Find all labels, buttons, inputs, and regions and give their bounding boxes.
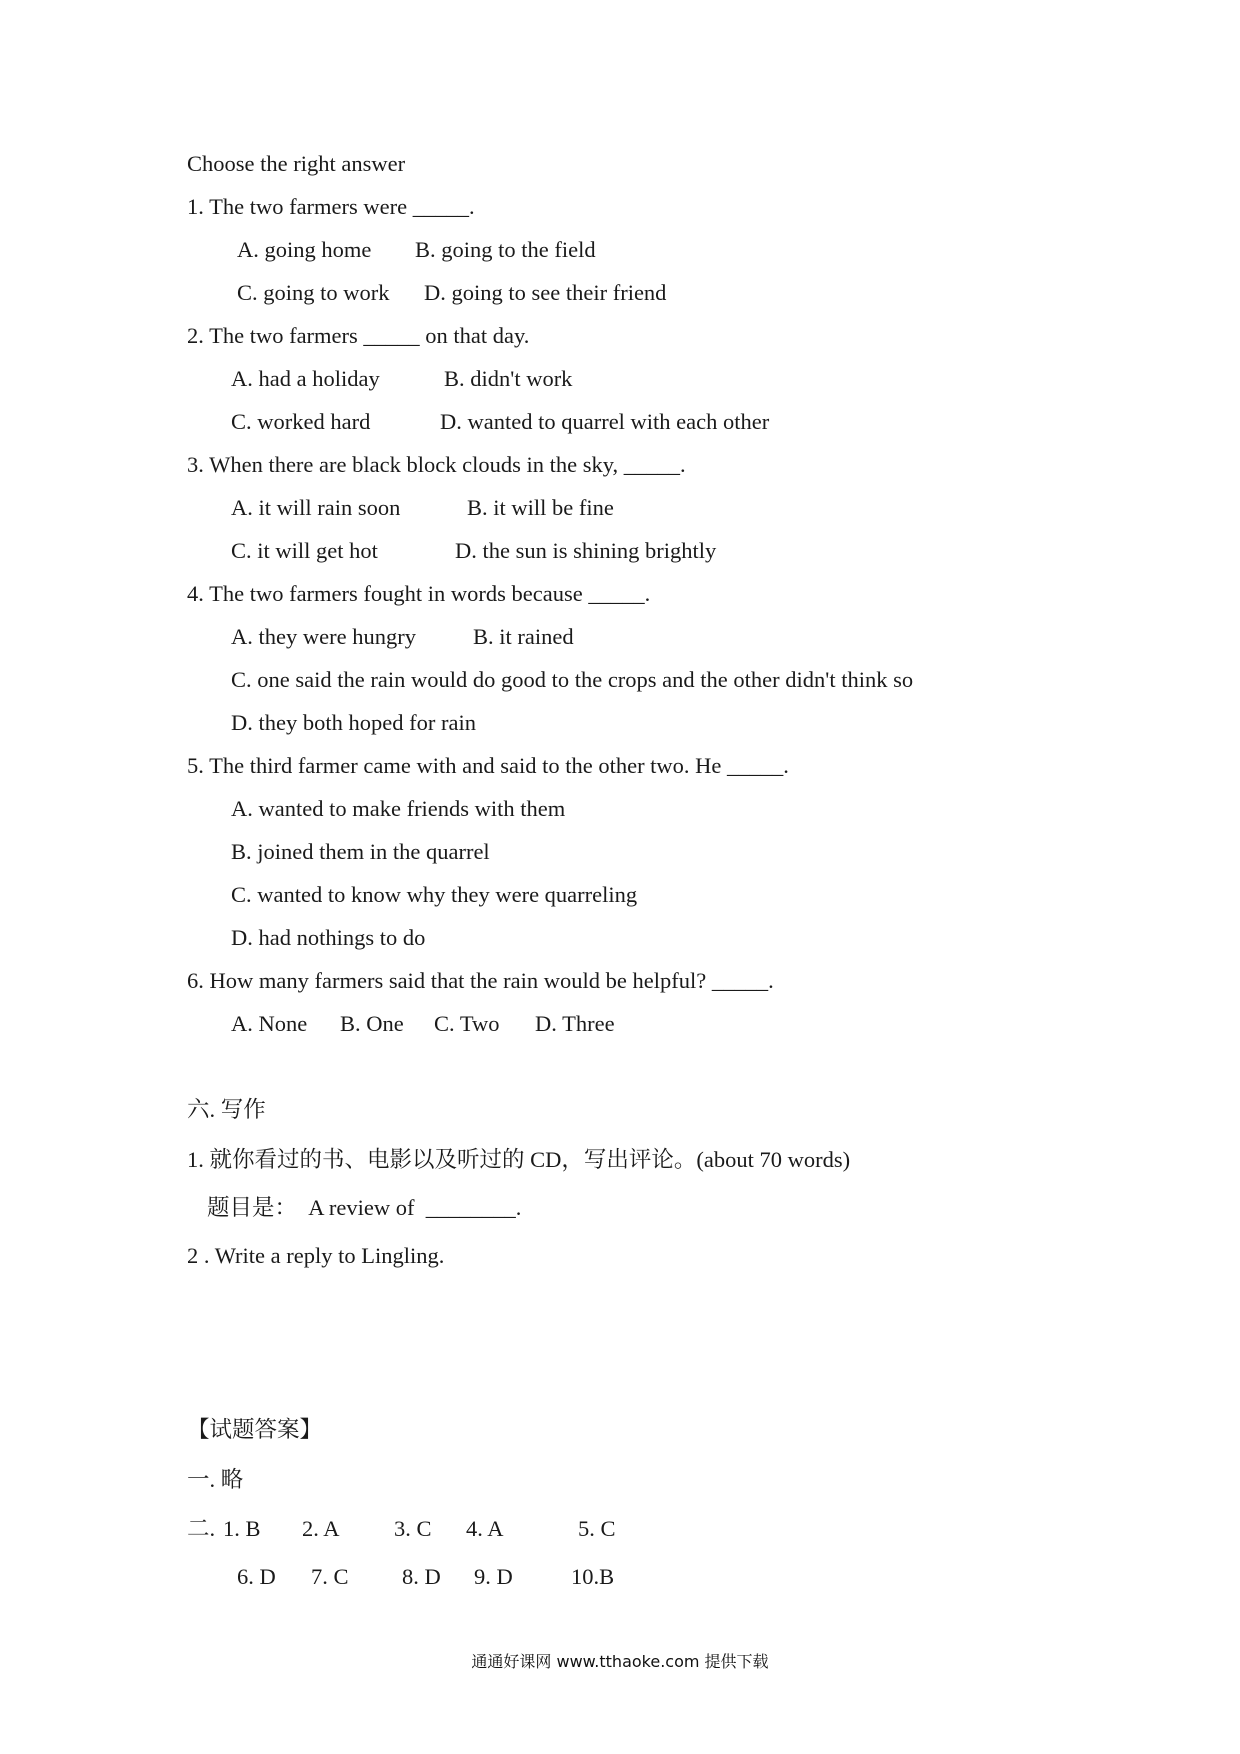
option-c: C. Two bbox=[434, 1011, 500, 1036]
page-footer: 通通好课网 www.tthaoke.com 提供下载 bbox=[471, 1652, 769, 1671]
answers-part-2-label: 二. bbox=[187, 1516, 216, 1541]
answer-item: 1. B bbox=[223, 1516, 261, 1541]
option-a: A. it will rain soon bbox=[231, 495, 401, 520]
question-2-options-row-1 bbox=[231, 364, 572, 394]
answers-part-2-row-1 bbox=[223, 1514, 616, 1544]
option-d: D. the sun is shining brightly bbox=[455, 538, 717, 563]
answer-item: 4. A bbox=[466, 1516, 504, 1541]
answer-item: 8. D bbox=[402, 1564, 441, 1589]
writing-heading: 六. 写作 bbox=[187, 1097, 266, 1122]
option-b: B. it will be fine bbox=[467, 495, 614, 520]
question-1-stem: 1. The two farmers were _____. bbox=[187, 194, 475, 219]
option-b: B. it rained bbox=[473, 624, 574, 649]
answer-item: 6. D bbox=[237, 1564, 276, 1589]
question-4-option-d: D. they both hoped for rain bbox=[231, 710, 476, 735]
question-5-option-c: C. wanted to know why they were quarreling bbox=[231, 882, 638, 907]
answers-part-1: 一. 略 bbox=[187, 1467, 244, 1492]
question-3-stem: 3. When there are black block clouds in the sky, _____. bbox=[187, 452, 686, 477]
answer-item: 3. C bbox=[394, 1516, 432, 1541]
question-1-options-row-1 bbox=[237, 235, 596, 265]
writing-task-2: 2 . Write a reply to Lingling. bbox=[187, 1243, 445, 1268]
answer-item: 9. D bbox=[474, 1564, 513, 1589]
question-5-option-d: D. had nothings to do bbox=[231, 925, 426, 950]
question-6-stem: 6. How many farmers said that the rain would be helpful? _____. bbox=[187, 968, 774, 993]
instruction: Choose the right answer bbox=[187, 151, 406, 176]
option-b: B. going to the field bbox=[415, 237, 596, 262]
option-c: C. going to work bbox=[237, 280, 390, 305]
writing-task-1-title: 题目是： A review of ________. bbox=[207, 1195, 522, 1220]
question-5-option-b: B. joined them in the quarrel bbox=[231, 839, 490, 864]
question-2-stem: 2. The two farmers _____ on that day. bbox=[187, 323, 530, 348]
question-5-stem: 5. The third farmer came with and said to the other two. He _____. bbox=[187, 753, 789, 778]
answer-item: 2. A bbox=[302, 1516, 340, 1541]
option-b: B. One bbox=[340, 1011, 404, 1036]
option-d: D. going to see their friend bbox=[424, 280, 667, 305]
question-3-options-row-2 bbox=[231, 536, 716, 566]
question-5-option-a: A. wanted to make friends with them bbox=[231, 796, 566, 821]
question-1-options-row-2 bbox=[237, 278, 666, 308]
option-a: A. going home bbox=[237, 237, 372, 262]
answer-item: 7. C bbox=[311, 1564, 349, 1589]
option-a: A. they were hungry bbox=[231, 624, 416, 649]
option-b: B. didn't work bbox=[444, 366, 573, 391]
answer-item: 10.B bbox=[571, 1564, 615, 1589]
answer-item: 5. C bbox=[578, 1516, 616, 1541]
option-d: D. Three bbox=[535, 1011, 615, 1036]
question-2-options-row-2 bbox=[231, 407, 769, 437]
option-a: A. None bbox=[231, 1011, 308, 1036]
writing-task-1: 1. 就你看过的书、电影以及听过的 CD，写出评论。(about 70 words) bbox=[187, 1147, 851, 1172]
option-c: C. it will get hot bbox=[231, 538, 378, 563]
question-4-option-c: C. one said the rain would do good to the crops and the other didn't think so bbox=[231, 667, 914, 692]
option-d: D. wanted to quarrel with each other bbox=[440, 409, 770, 434]
question-3-options-row-1 bbox=[231, 493, 614, 523]
question-4-stem: 4. The two farmers fought in words because _____. bbox=[187, 581, 651, 606]
answers-part-2-row-2 bbox=[237, 1562, 614, 1592]
answers-heading: 【试题答案】 bbox=[187, 1417, 323, 1442]
option-c: C. worked hard bbox=[231, 409, 371, 434]
question-6-options bbox=[231, 1009, 615, 1039]
option-a: A. had a holiday bbox=[231, 366, 380, 391]
question-4-options-row-1 bbox=[231, 622, 574, 652]
